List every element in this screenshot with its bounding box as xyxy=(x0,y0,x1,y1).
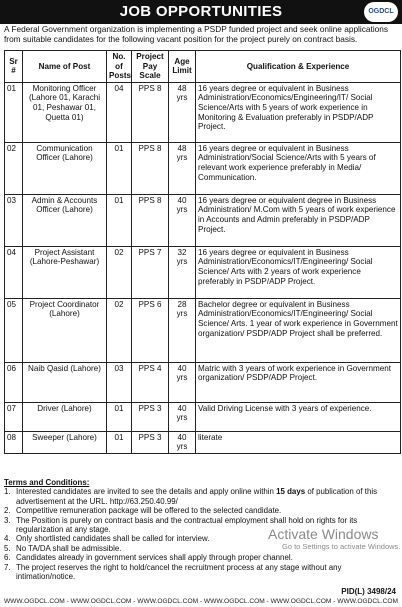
cell-age: 48 yrs xyxy=(169,82,196,142)
cell-qualification: 16 years degree or equivalent in Business Administration/Economics/Engineering/IT/ Social Science/Arts with 5 years of work experience in Monitoring & Evaluation preferably in PSDP/ADP Project. xyxy=(196,82,401,142)
cell-qualification: 16 years degree or equivalent in Business Administration/Economics/IT/Engineering/ Social Science/ Arts with 2 years of work experience preferably in PSDP/ADP Project. xyxy=(196,246,401,298)
term-text: No TA/DA shall be admissible. xyxy=(16,543,122,553)
cell-age: 48 yrs xyxy=(169,142,196,194)
ogdcl-logo: OGDCL xyxy=(364,2,398,22)
cell-sr: 01 xyxy=(5,82,23,142)
table-row xyxy=(5,194,401,246)
term-text: Only shortlisted candidates shall be called for interview. xyxy=(16,534,210,544)
term-text: Competitive remuneration package will be offered to the selected candidate. xyxy=(16,506,282,516)
cell-age: 40 yrs xyxy=(169,431,196,453)
cell-posts: 01 xyxy=(107,402,132,431)
cell-qualification: literate xyxy=(196,431,401,453)
cell-scale: PPS 7 xyxy=(132,246,169,298)
cell-posts: 01 xyxy=(107,142,132,194)
cell-age: 40 yrs xyxy=(169,194,196,246)
table-row xyxy=(5,246,401,298)
item-number: 2. xyxy=(4,506,11,516)
table-row xyxy=(5,431,401,453)
term-text: The project reserves the right to hold/cancel the recruitment process at any stage without any intimation/notice. xyxy=(16,562,342,582)
cell-posts: 03 xyxy=(107,362,132,402)
table-row xyxy=(5,362,401,402)
cell-post: Communication Officer (Lahore) xyxy=(23,142,107,194)
deadline-days: 15 days xyxy=(276,487,306,497)
cell-scale: PPS 6 xyxy=(132,298,169,362)
term-text: Interested candidates are invited to see the details and apply online within xyxy=(16,487,274,497)
cell-scale: PPS 8 xyxy=(132,142,169,194)
cell-post: Naib Qasid (Lahore) xyxy=(23,362,107,402)
cell-posts: 04 xyxy=(107,82,132,142)
cell-posts: 01 xyxy=(107,431,132,453)
list-item xyxy=(4,553,398,562)
cell-sr: 02 xyxy=(5,142,23,194)
intro-paragraph: A Federal Government organization is implementing a PSDP funded project and seek online applications from suitable candidates for the following vacant position for the project purely on contract basis. xyxy=(4,24,389,44)
table-row xyxy=(5,142,401,194)
list-item xyxy=(4,563,398,582)
item-number: 1. xyxy=(4,487,11,497)
cell-sr: 05 xyxy=(5,298,23,362)
term-text: Candidates already in government services shall apply through proper channel. xyxy=(16,553,293,563)
list-item xyxy=(4,487,398,506)
vacancy-table xyxy=(4,50,401,454)
cell-post: Sweeper (Lahore) xyxy=(23,431,107,453)
cell-sr: 03 xyxy=(5,194,23,246)
cell-qualification: 16 years degree or equivalent degree in Business Administration/ M.Com with 5 years of work experience in Accounts and Admin preferably in PSDP/ADP Project. xyxy=(196,194,401,246)
cell-scale: PPS 4 xyxy=(132,362,169,402)
table-row xyxy=(5,82,401,142)
cell-scale: PPS 3 xyxy=(132,431,169,453)
cell-scale: PPS 8 xyxy=(132,194,169,246)
terms-title: Terms and Conditions: xyxy=(4,478,90,487)
cell-qualification: Bachelor degree or equivalent in Business Administration/Economics/IT/Engineering/ Social Science/ Arts. 1 year of work experience in Government organization/ PSDP/ADP Project shall be preferred. xyxy=(196,298,401,362)
watermark-title: Activate Windows xyxy=(268,526,379,542)
cell-age: 32 yrs xyxy=(169,246,196,298)
job-opportunities-banner xyxy=(0,0,402,24)
cell-post: Admin & Accounts Officer (Lahore) xyxy=(23,194,107,246)
table-row xyxy=(5,402,401,431)
cell-post: Project Coordinator (Lahore) xyxy=(23,298,107,362)
item-number: 6. xyxy=(4,553,11,563)
cell-age: 40 yrs xyxy=(169,402,196,431)
cell-qualification: 16 years degree or equivalent in Business Administration/Social Science/Arts with 5 years of relevant work experience preferably in Media/ Communication. xyxy=(196,142,401,194)
footer-strip: WWW.OGDCL.COM - WWW.OGDCL.COM - WWW.OGDCL.COM - WWW.OGDCL.COM - WWW.OGDCL.COM - WWW.OGDCL.COM xyxy=(0,597,402,607)
header-post-name: Name of Post xyxy=(23,51,107,83)
item-number: 7. xyxy=(4,562,11,572)
cell-sr: 06 xyxy=(5,362,23,402)
header-qualification: Qualification & Experience xyxy=(196,51,401,83)
cell-scale: PPS 8 xyxy=(132,82,169,142)
activate-windows-watermark xyxy=(268,526,400,551)
header-sr: Sr # xyxy=(5,51,23,83)
cell-post: Monitoring Officer (Lahore 01, Karachi 01, Peshawar 01, Quetta 01) xyxy=(23,82,107,142)
cell-sr: 04 xyxy=(5,246,23,298)
header-age-limit: Age Limit xyxy=(169,51,196,83)
page-title: JOB OPPORTUNITIES xyxy=(119,3,283,20)
term-text: The Position is purely on contract basis and the contractual employment shall hold on rights for its regularization at any stage. xyxy=(16,515,358,535)
cell-post: Driver (Lahore) xyxy=(23,402,107,431)
item-number: 4. xyxy=(4,534,11,544)
watermark-subtitle: Go to Settings to activate Windows. xyxy=(282,542,401,551)
cell-scale: PPS 3 xyxy=(132,402,169,431)
cell-posts: 02 xyxy=(107,298,132,362)
cell-qualification: Valid Driving License with 3 years of experience. xyxy=(196,402,401,431)
item-number: 5. xyxy=(4,543,11,553)
publication-id: PID(L) 3498/24 xyxy=(341,587,396,596)
cell-age: 28 yrs xyxy=(169,298,196,362)
table-header-row xyxy=(5,51,401,83)
cell-posts: 01 xyxy=(107,194,132,246)
cell-sr: 07 xyxy=(5,402,23,431)
cell-post: Project Assistant (Lahore-Peshawar) xyxy=(23,246,107,298)
list-item xyxy=(4,506,398,515)
header-post-count: No. of Posts xyxy=(107,51,132,83)
term-text-url: of publication of this advertisement at the URL. http://63.250.40.99/ xyxy=(16,487,378,506)
cell-qualification: Matric with 3 years of work experience in Government organization/ PSDP/ADP Project. xyxy=(196,362,401,402)
cell-sr: 08 xyxy=(5,431,23,453)
header-pay-scale: Project Pay Scale xyxy=(132,51,169,83)
cell-posts: 02 xyxy=(107,246,132,298)
cell-age: 40 yrs xyxy=(169,362,196,402)
item-number: 3. xyxy=(4,515,11,525)
table-row xyxy=(5,298,401,362)
